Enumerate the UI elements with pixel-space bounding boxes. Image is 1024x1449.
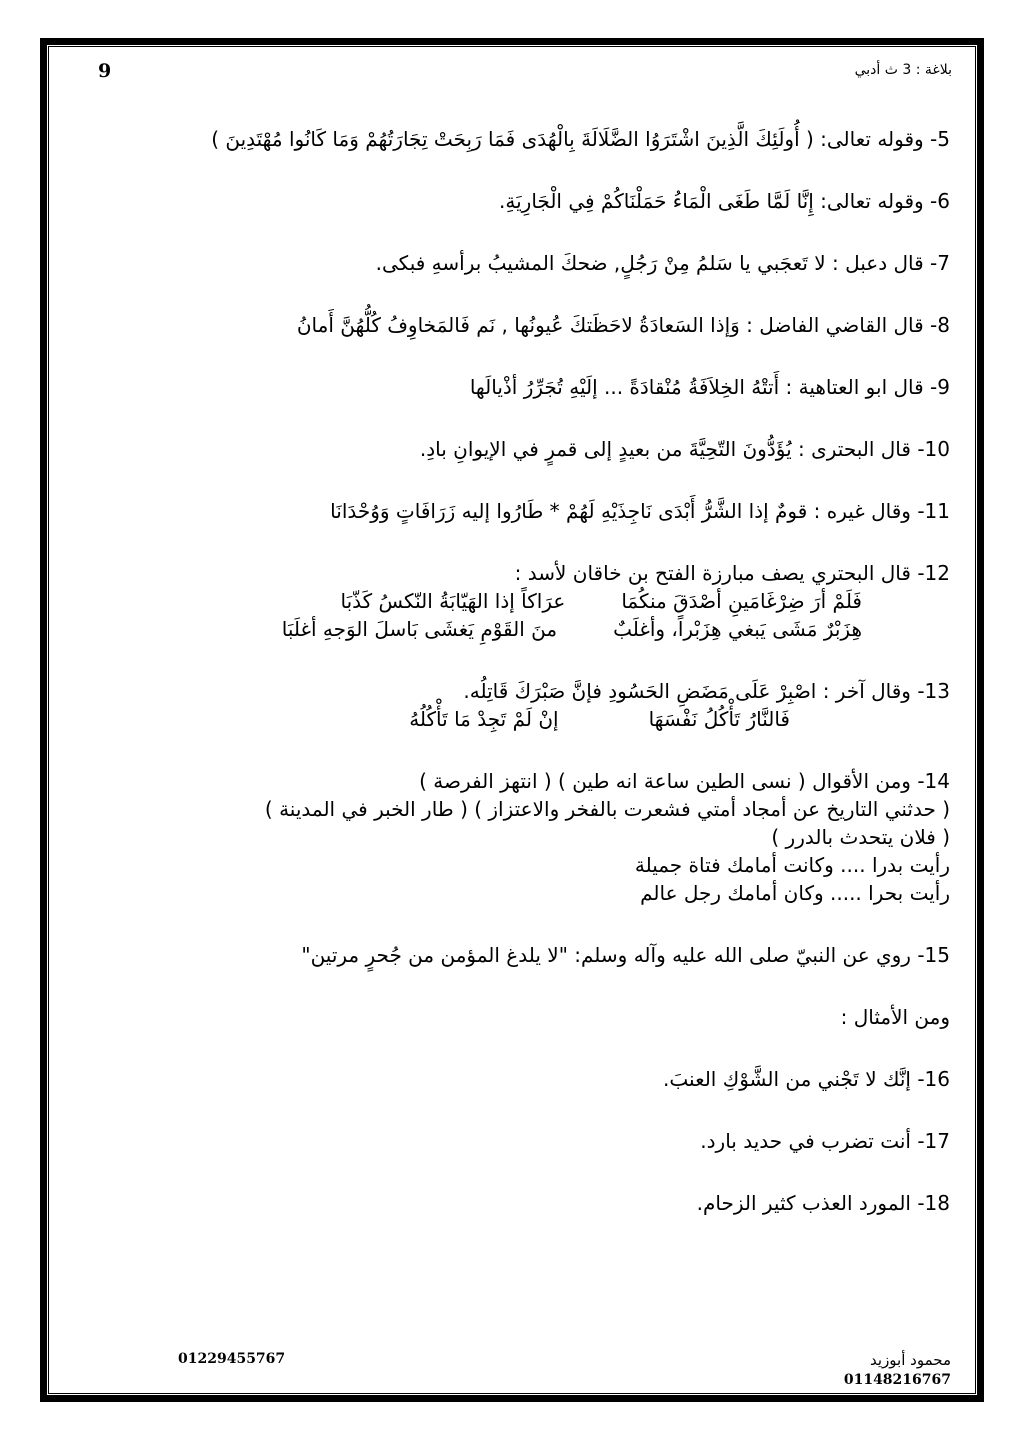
item-12-verse-2	[140, 615, 950, 643]
item-13	[140, 677, 950, 733]
item-16: 16- إنَّك لا تَجْني من الشَّوْكِ العنبَ.	[663, 1067, 950, 1091]
item-14	[140, 767, 950, 907]
item-12-intro: 12- قال البحتري يصف مبارزة الفتح بن خاقان لأسد :	[514, 561, 950, 585]
secondary-phone: 01229455767	[178, 1351, 286, 1367]
subject-header: بلاغة : 3 ث أدبي	[854, 62, 952, 78]
item-15: 15- روي عن النبيّ صلى الله عليه وآله وسلم: "لا يلدغ المؤمن من جُحرٍ مرتين"	[301, 943, 950, 967]
verse-hemistich: فَلَمْ أرَ ضِرْغَامَينِ أصْدَقَ منكُمَا	[621, 589, 862, 613]
item-10: 10- قال البحترى : يُؤَدُّونَ التّحِيَّةَ من بعيدٍ إلى قمرٍ في الإيوانِ بادِ.	[419, 437, 950, 461]
proverbs-title: ومن الأمثال :	[840, 1005, 950, 1029]
item-18: 18- المورد العذب كثير الزحام.	[696, 1191, 950, 1215]
item-13-verse	[140, 705, 950, 733]
item-7: 7- قال دعبل : لا تَعجَبي يا سَلمُ مِنْ رَجُلٍ, ضحكَ المشيبُ برأسهِ فبكى.	[375, 251, 950, 275]
item-12-verse-1	[140, 587, 950, 615]
item-14-line: ( فلان يتحدث بالدرر )	[771, 825, 950, 849]
item-13-intro: 13- وقال آخر : اصْبِرْ عَلَى مَضَضِ الحَسُودِ فإنَّ صَبْرَكَ قَاتِلُه.	[463, 679, 950, 703]
item-17: 17- أنت تضرب في حديد بارد.	[700, 1129, 950, 1153]
verse-hemistich: هِزَبْرٌ مَشَى يَبغي هِزَبْراً، وأغلَبٌ	[613, 617, 862, 641]
author-name: محمود أبوزيد	[870, 1351, 951, 1369]
verse-hemistich: منَ القَوْمِ يَغشَى بَاسلَ الوَجهِ أغلَبَا	[281, 617, 558, 641]
verse-hemistich: إنْ لَمْ تَجِدْ مَا تَأْكُلُهُ	[409, 707, 559, 731]
verse-hemistich: عرَاكاً إذا الهَيّابَةُ النّكسُ كَذّبَا	[340, 589, 566, 613]
item-6: 6- وقوله تعالى: إِنَّا لَمَّا طَغَى الْمَاءُ حَمَلْنَاكُمْ فِي الْجَارِيَةِ.	[499, 189, 950, 213]
item-14-line: رأيت بدرا .... وكانت أمامك فتاة جميلة	[634, 853, 950, 877]
item-9: 9- قال ابو العتاهية : أَتتْهُ الخِلاَفَةُ مُنْقادَةً ... إلَيْهِ تُجَرِّرُ أذْيالَها	[469, 375, 950, 399]
author-phone: 01148216767	[843, 1372, 951, 1388]
item-14-line: رأيت بحرا ..... وكان أمامك رجل عالم	[640, 881, 950, 905]
item-12	[140, 559, 950, 643]
item-5: 5- وقوله تعالى: ( أُولَئِكَ الَّذِينَ اشْتَرَوُا الضَّلَالَةَ بِالْهُدَى فَمَا رَبِحَتْ تِجَارَتُهُمْ وَمَا كَانُوا مُهْتَدِينَ )	[211, 127, 950, 151]
item-8: 8- قال القاضي الفاضل : وَإذا السَعادَةُ لاحَظَتكَ عُيونُها , نَم فَالمَخاوِفُ كُلُّهُنَّ أَمانُ	[296, 313, 950, 337]
item-14-line: ( حدثني التاريخ عن أمجاد أمتي فشعرت بالفخر والاعتزاز ) ( طار الخبر في المدينة )	[264, 797, 950, 821]
document-body	[140, 125, 950, 1251]
item-11: 11- وقال غيره : قومٌ إذا الشَّرُّ أَبْدَى نَاجِذَيْهِ لَهُمْ * طَارُوا إليه زَرَافَاتٍ وَوُحْدَانَا	[330, 499, 950, 523]
page-number: 9	[98, 60, 112, 82]
verse-hemistich: فَالنَّارُ تَأْكُلُ نَفْسَهَا	[648, 707, 790, 731]
item-14-line: 14- ومن الأقوال ( نسى الطين ساعة انه طين ) ( انتهز الفرصة )	[419, 769, 950, 793]
